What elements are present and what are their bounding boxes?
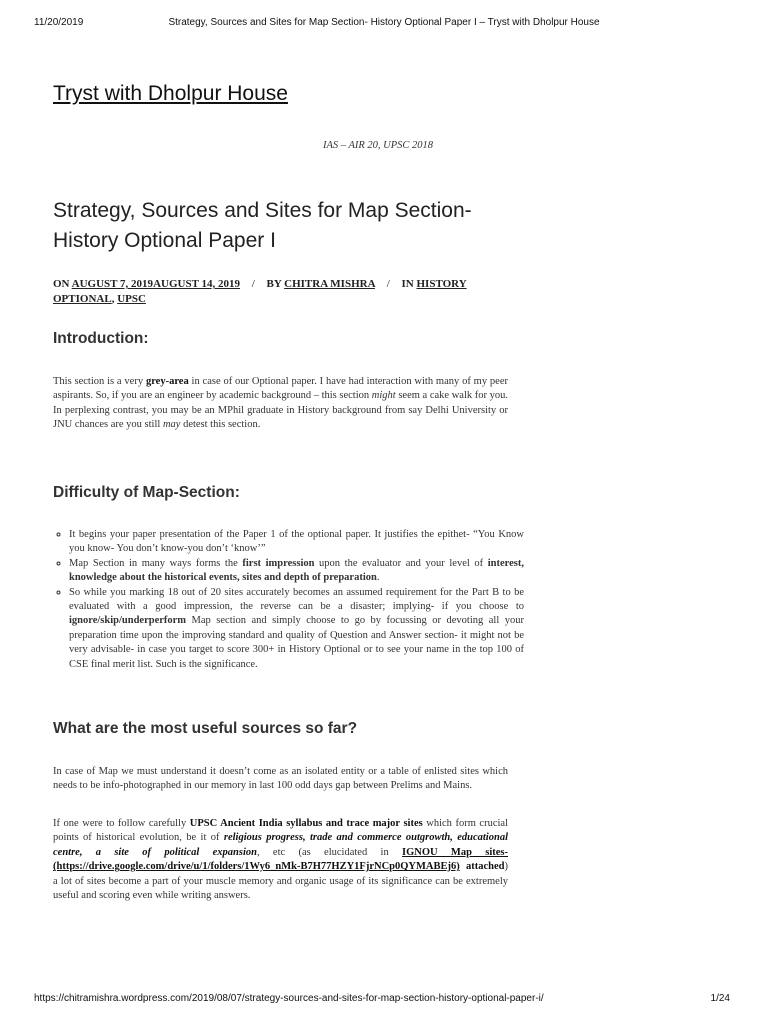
meta-by-label: BY (266, 278, 282, 290)
print-date: 11/20/2019 (34, 17, 84, 28)
category-link-upsc[interactable]: UPSC (117, 293, 146, 305)
list-item: ◦ It begins your paper presentation of the Paper 1 of the optional paper. It justifies the epithet- “You Know you know- You don’t know-you don’t ‘know’” (69, 528, 524, 557)
sources-paragraph-2: If one were to follow carefully UPSC Ancient India syllabus and trace major sites which form crucial points of historical evolution, be it of religious progress, trade and commerce outgrowth, educational centre, a site of political expansion, etc (as elucidated in IGNOU Map sites- (https://drive.google.com/drive/u/1/folders/1Wy6_nMk-B7H77HZY1FjrNCp0QYMABEj6) attached) a lot of sites become a part of your muscle memory and organic usage of its significance can be extremely useful and scoring even while writing answers. (53, 818, 508, 902)
date-published-link[interactable]: AUGUST 7, 2019 (71, 278, 154, 290)
print-footer-url: https://chitramishra.wordpress.com/2019/08/07/strategy-sources-and-sites-for-map-section-history-optional-paper-i/ (34, 993, 544, 1004)
meta-separator: / (251, 278, 255, 290)
author-link[interactable]: CHITRA MISHRA (284, 278, 375, 290)
print-header-title: Strategy, Sources and Sites for Map Section- History Optional Paper I – Tryst with Dholpur House (168, 17, 600, 28)
difficulty-list (53, 528, 524, 672)
ignou-map-sites-link[interactable]: IGNOU Map sites- (https://drive.google.com/drive/u/1/folders/1Wy6_nMk-B7H77HZY1FjrNCp0QYMABEj6) (53, 846, 508, 873)
post-meta (53, 277, 513, 307)
difficulty-heading: Difficulty of Map-Section: (53, 484, 240, 501)
date-updated-link[interactable]: AUGUST 14, 2019 (153, 278, 240, 290)
meta-separator: / (386, 278, 390, 290)
site-title-link[interactable]: Tryst with Dholpur House (53, 82, 288, 105)
sources-heading: What are the most useful sources so far? (53, 720, 358, 737)
meta-in-label: IN (401, 278, 414, 290)
meta-comma: , (111, 293, 115, 305)
list-item: ◦ Map Section in many ways forms the first impression upon the evaluator and your level of interest, knowledge about the historical events, sites and depth of preparation. (69, 557, 524, 586)
sources-paragraph-1: In case of Map we must understand it doesn’t come as an isolated entity or a table of enlisted sites which needs to be info-photographed in our memory in last 100 odd days gap between Prelims and Mains. (53, 766, 508, 792)
meta-on-label: ON (53, 278, 70, 290)
list-item: ◦ So while you marking 18 out of 20 sites accurately becomes an assumed requirement for the Part B to be evaluated with a good impression, the reverse can be a disaster; implying- if you choose to ignore/skip/underperform Map section and simply choose to go by focussing or devoting all your preparation time upon the improving standard and quality of Question and Answer section- it might not be very advisable- in case you target to score 300+ in History Optional or to see your name in the top 100 of CSE final merit list. Such is the significance. (69, 586, 524, 672)
intro-heading: Introduction: (53, 330, 149, 347)
intro-paragraph: This section is a very grey-area in case of our Optional paper. I have had interaction with many of my peer aspirants. So, if you are an engineer by academic background – this section might seem a cake walk for you. In perplexing contrast, you may be an MPhil graduate in History background from say Delhi University or JNU chances are you still may detest this section. (53, 376, 508, 431)
site-tagline: IAS – AIR 20, UPSC 2018 (323, 140, 434, 151)
category-link-history-optional[interactable]: HISTORY OPTIONAL (53, 278, 467, 305)
post-title: Strategy, Sources and Sites for Map Section- History Optional Paper I (53, 199, 472, 252)
print-page-number: 1/24 (710, 993, 730, 1004)
